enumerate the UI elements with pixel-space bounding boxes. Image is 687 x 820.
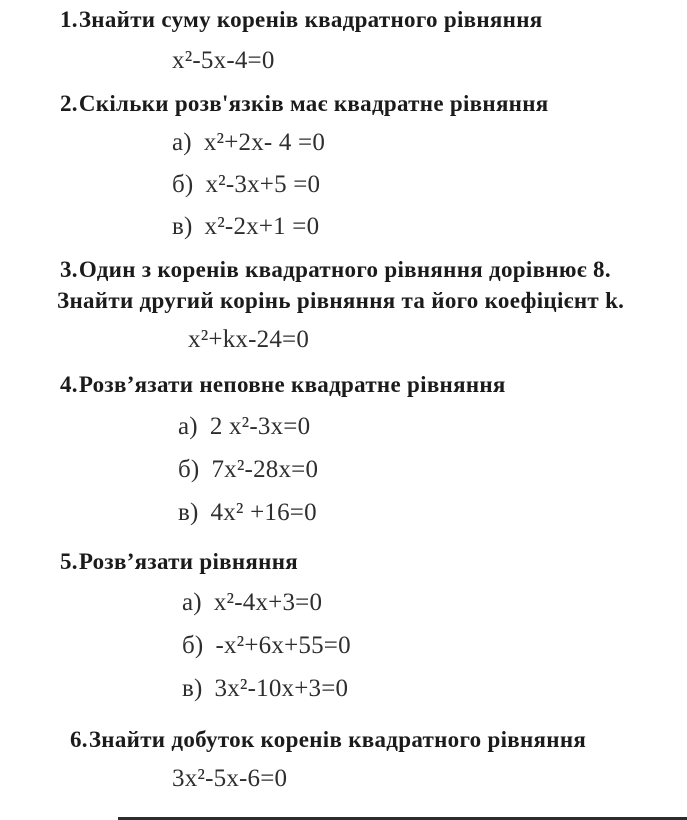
problem-5-number: 5. <box>60 549 78 574</box>
equation-text: x²-4x+3=0 <box>213 589 323 616</box>
equation-text: 3x²-5x-6=0 <box>172 765 288 792</box>
equation-text: 2 x²-3x=0 <box>209 413 311 440</box>
problem-3-number: 3. <box>60 257 78 282</box>
equation-text: x²+2x- 4 =0 <box>203 129 326 156</box>
equation-text: x²-2x+1 =0 <box>204 213 320 240</box>
problem-2-item-a <box>172 128 687 158</box>
problem-4-item-b <box>178 455 687 485</box>
equation-text: 7x²-28x=0 <box>211 456 319 483</box>
problem-6-heading <box>70 724 677 755</box>
problem-5-item-b <box>182 631 687 661</box>
item-label: а) <box>172 129 192 156</box>
problem-2-item-v <box>172 212 687 242</box>
problem-3-heading <box>60 254 677 285</box>
item-label: в) <box>172 213 193 240</box>
item-label: а) <box>182 589 202 616</box>
item-label: б) <box>182 632 204 659</box>
problem-4-title: Розв’язати неповне квадратне рівняння <box>78 372 506 397</box>
equation-text: 3x²-10x+3=0 <box>214 675 349 702</box>
equation-text: 4x² +16=0 <box>210 499 317 526</box>
item-label: в) <box>178 499 199 526</box>
problem-4-item-a <box>178 412 687 442</box>
problem-4-heading <box>60 369 677 400</box>
problem-2-title: Скільки розв'язків має квадратне рівняння <box>78 91 549 116</box>
item-label: а) <box>178 413 198 440</box>
problem-1-equation <box>172 46 687 76</box>
equation-text: -x²+6x+55=0 <box>215 632 351 659</box>
equation-text: x²+kx-24=0 <box>188 326 310 353</box>
equation-text: x²-3x+5 =0 <box>205 171 321 198</box>
problem-4-number: 4. <box>60 372 78 397</box>
problem-2-heading <box>60 88 677 119</box>
item-label: б) <box>172 171 194 198</box>
problem-3-equation <box>188 325 687 355</box>
problem-3-heading-line2 <box>57 285 677 316</box>
problem-5-item-a <box>182 588 687 618</box>
problem-3-title: Один з коренів квадратного рівняння дорівнює 8. <box>78 257 611 282</box>
problem-3-title-line2: Знайти другий корінь рівняння та його коефіцієнт k. <box>57 288 625 313</box>
item-label: в) <box>182 675 203 702</box>
problem-2-number: 2. <box>60 91 78 116</box>
problem-1-heading <box>60 4 677 35</box>
problem-5-title: Розв’язати рівняння <box>78 549 298 574</box>
problem-1-title: Знайти суму коренів квадратного рівняння <box>78 7 543 32</box>
problem-6-equation <box>172 764 687 794</box>
problem-2-item-b <box>172 170 687 200</box>
problem-6-title: Знайти добуток коренів квадратного рівняння <box>88 727 587 752</box>
problem-6-number: 6. <box>70 727 88 752</box>
equation-text: x²-5x-4=0 <box>172 47 275 74</box>
problem-4-item-v <box>178 498 687 528</box>
problem-1-number: 1. <box>60 7 78 32</box>
item-label: б) <box>178 456 200 483</box>
problem-5-heading <box>60 546 677 577</box>
problem-5-item-v <box>182 674 687 704</box>
